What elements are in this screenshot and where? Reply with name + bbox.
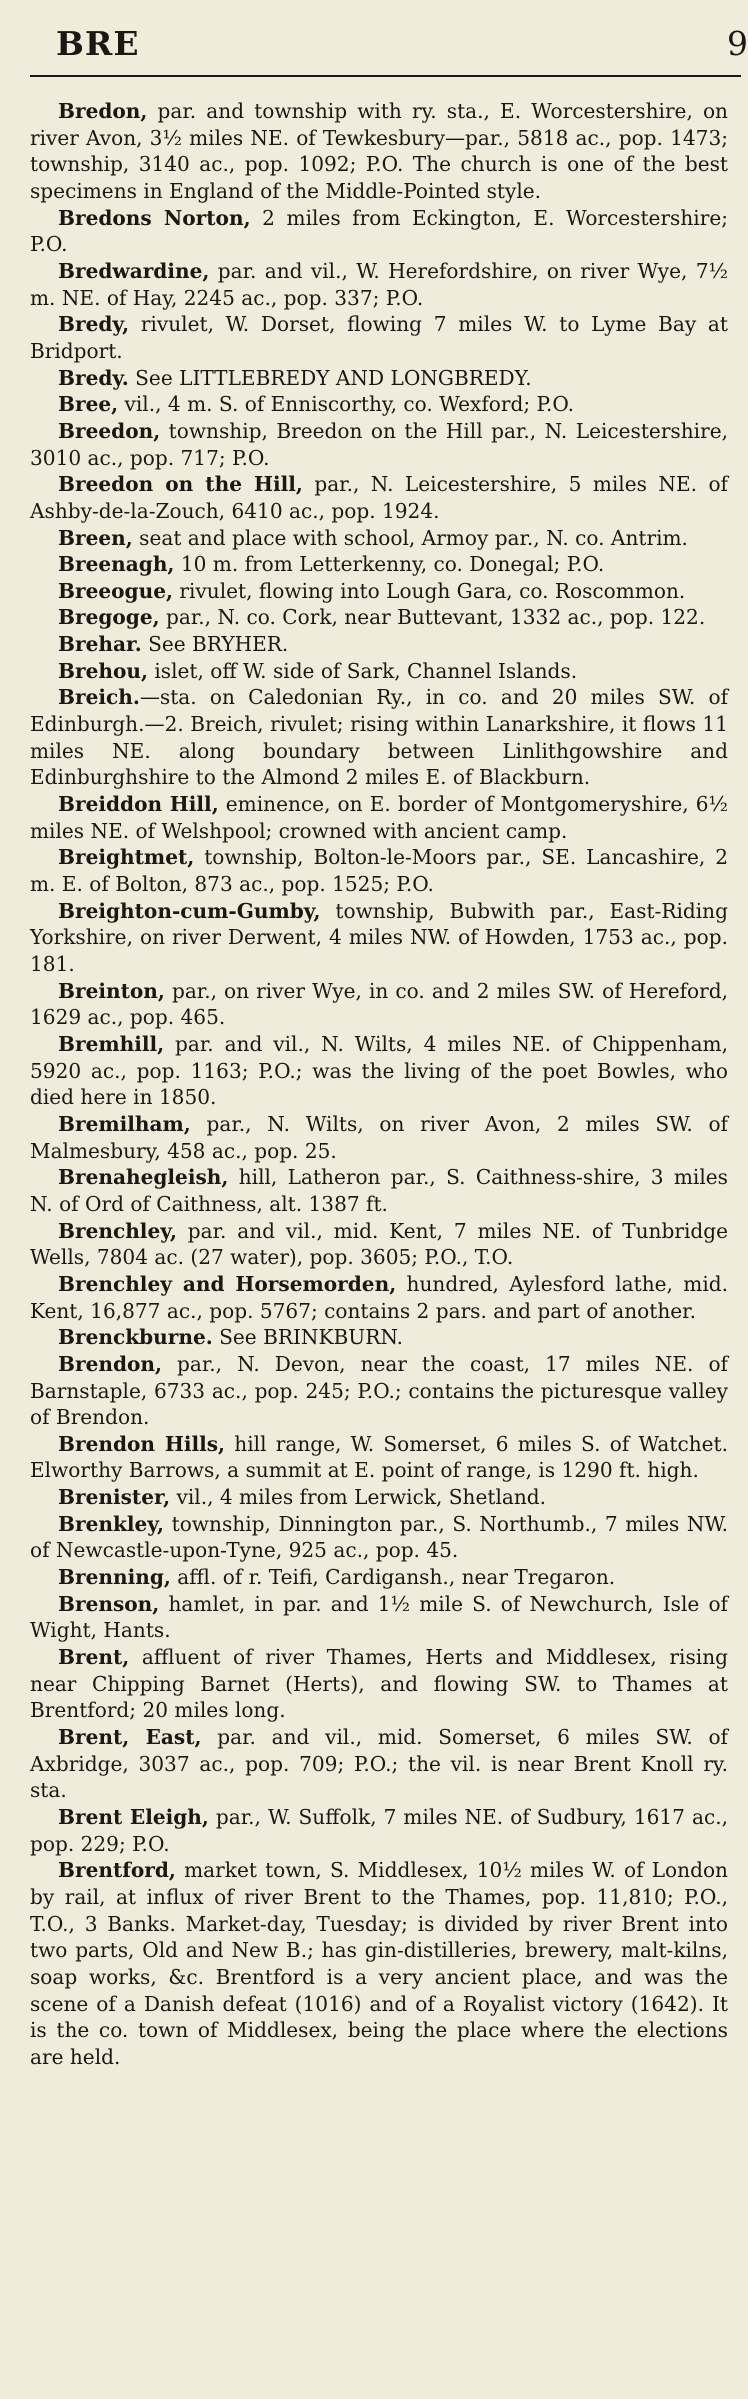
entry-headword: Brenchley, bbox=[58, 1218, 177, 1243]
gazetteer-entry bbox=[30, 1591, 728, 1644]
gazetteer-entry bbox=[30, 658, 728, 685]
entry-headword: Brenson, bbox=[58, 1591, 160, 1616]
entry-text: par. and township with ry. sta., E. Worcestershire, on river Avon, 3½ miles NE. of Tewkesbury—par., 5818 ac., pop. 1473; township, 3140 ac., pop. 1092; P.O. The church is one of the best specimens in England of the Middle-Pointed style. bbox=[30, 99, 728, 203]
entry-headword: Bredon, bbox=[58, 99, 148, 123]
entry-headword: Bregoge, bbox=[58, 605, 160, 630]
gazetteer-entry bbox=[30, 1804, 728, 1857]
entry-text: township, Bolton-le-Moors par., SE. Lancashire, 2 m. E. of Bolton, 873 ac., pop. 1525; P.O. bbox=[30, 845, 728, 897]
entry-text: islet, off W. side of Sark, Channel Islands. bbox=[147, 658, 578, 683]
entry-headword: Brenahegleish, bbox=[58, 1165, 229, 1190]
gazetteer-entry bbox=[30, 471, 728, 524]
entry-text: par. and vil., W. Herefordshire, on river Wye, 7½ m. NE. of Hay, 2245 ac., pop. 337; P.O. bbox=[30, 258, 728, 310]
gazetteer-entry bbox=[30, 578, 728, 605]
gazetteer-entry bbox=[30, 1484, 728, 1511]
entry-headword: Breinton, bbox=[58, 978, 165, 1003]
entry-headword: Breighton-cum-Gumby, bbox=[58, 898, 321, 923]
entry-text: par., on river Wye, in co. and 2 miles SW. of Hereford, 1629 ac., pop. 465. bbox=[30, 978, 728, 1030]
entry-headword: Brent, East, bbox=[58, 1725, 202, 1750]
entry-text: rivulet, flowing into Lough Gara, co. Roscommon. bbox=[172, 578, 686, 603]
gazetteer-entry bbox=[30, 1218, 728, 1271]
entry-text: hill range, W. Somerset, 6 miles S. of Watchet. Elworthy Barrows, a summit at E. point of range, is 1290 ft. high. bbox=[30, 1431, 728, 1483]
entry-list bbox=[30, 98, 728, 2071]
entry-headword: Brenister, bbox=[58, 1485, 171, 1510]
page-number: 9 bbox=[727, 24, 748, 63]
entry-text: See LITTLEBREDY AND LONGBREDY. bbox=[128, 365, 532, 390]
entry-text: See BRYHER. bbox=[141, 632, 289, 657]
entry-text: 2 miles from Eckington, E. Worcestershire; P.O. bbox=[30, 205, 729, 257]
entry-headword: Brehou, bbox=[58, 658, 148, 683]
gazetteer-entry bbox=[30, 525, 728, 552]
entry-text: par. and vil., mid. Somerset, 6 miles SW. of Axbridge, 3037 ac., pop. 709; P.O.; the vil. is near Brent Knoll ry. sta. bbox=[30, 1725, 728, 1803]
gazetteer-entry bbox=[30, 311, 728, 364]
entry-headword: Bredy. bbox=[58, 365, 129, 390]
gazetteer-entry bbox=[30, 205, 728, 258]
entry-text: vil., 4 m. S. of Enniscorthy, co. Wexford; P.O. bbox=[118, 392, 575, 417]
entry-headword: Bree, bbox=[58, 392, 119, 417]
entry-text: par., N. Wilts, on river Avon, 2 miles SW. of Malmesbury, 458 ac., pop. 25. bbox=[30, 1111, 728, 1163]
entry-text: hamlet, in par. and 1½ mile S. of Newchurch, Isle of Wight, Hants. bbox=[30, 1591, 728, 1643]
entry-text: par., N. Leicestershire, 5 miles NE. of Ashby-de-la-Zouch, 6410 ac., pop. 1924. bbox=[30, 472, 728, 523]
entry-headword: Brendon, bbox=[58, 1351, 163, 1376]
entry-headword: Bredy, bbox=[58, 312, 130, 337]
entry-headword: Brent, bbox=[58, 1645, 130, 1670]
entry-text: —sta. on Caledonian Ry., in co. and 20 miles SW. of Edinburgh.—2. Breich, rivulet; rising within Lanarkshire, it flows 11 miles NE. along boundary between Linlithgowshire and Edinburghshire to the Almond 2 miles E. of Blackburn. bbox=[30, 685, 728, 790]
entry-headword: Bremilham, bbox=[58, 1111, 191, 1136]
entry-text: 10 m. from Letterkenny, co. Donegal; P.O. bbox=[174, 552, 605, 577]
entry-headword: Brendon Hills, bbox=[58, 1431, 226, 1456]
entry-text: See BRINKBURN. bbox=[212, 1325, 404, 1350]
entry-headword: Breedon on the Hill, bbox=[58, 472, 303, 497]
running-head: BRE bbox=[56, 24, 140, 63]
entry-text: par., N. Devon, near the coast, 17 miles NE. of Barnstaple, 6733 ac., pop. 245; P.O.; contains the picturesque valley of Brendon. bbox=[30, 1351, 728, 1430]
entry-text: township, Dinnington par., S. Northumb., 7 miles NW. of Newcastle-upon-Tyne, 925 ac., pop. 45. bbox=[30, 1511, 728, 1563]
gazetteer-entry bbox=[30, 365, 728, 392]
gazetteer-entry bbox=[30, 844, 728, 897]
entry-headword: Brehar. bbox=[58, 632, 142, 657]
gazetteer-entry bbox=[30, 978, 728, 1031]
entry-text: seat and place with school, Armoy par., N. co. Antrim. bbox=[132, 525, 688, 550]
entry-text: par., W. Suffolk, 7 miles NE. of Sudbury, 1617 ac., pop. 229; P.O. bbox=[30, 1805, 728, 1856]
entry-headword: Breen, bbox=[58, 525, 133, 550]
gazetteer-entry bbox=[30, 1271, 728, 1324]
gazetteer-entry bbox=[30, 1351, 728, 1431]
entry-headword: Breightmet, bbox=[58, 845, 195, 870]
entry-text: affl. of r. Teifi, Cardigansh., near Tregaron. bbox=[170, 1565, 616, 1590]
page-header bbox=[56, 18, 748, 68]
header-rule bbox=[30, 75, 741, 77]
gazetteer-entry bbox=[30, 1724, 728, 1804]
gazetteer-entry bbox=[30, 551, 728, 578]
entry-headword: Bredwardine, bbox=[58, 258, 210, 283]
entry-text: eminence, on E. border of Montgomeryshire, 6½ miles NE. of Welshpool; crowned with ancient camp. bbox=[30, 792, 728, 843]
entry-headword: Breenagh, bbox=[58, 552, 175, 577]
gazetteer-entry bbox=[30, 898, 728, 978]
gazetteer-entry bbox=[30, 1031, 728, 1111]
entry-text: township, Breedon on the Hill par., N. Leicestershire, 3010 ac., pop. 717; P.O. bbox=[30, 418, 728, 470]
gazetteer-entry bbox=[30, 631, 728, 658]
gazetteer-entry bbox=[30, 1431, 728, 1484]
entry-headword: Breich. bbox=[58, 685, 140, 710]
gazetteer-entry bbox=[30, 1857, 728, 2070]
entry-text: affluent of river Thames, Herts and Middlesex, rising near Chipping Barnet (Herts), and flowing SW. to Thames at Brentford; 20 miles long. bbox=[30, 1645, 728, 1723]
entry-text: market town, S. Middlesex, 10½ miles W. of London by rail, at influx of river Brent to the Thames, pop. 11,810; P.O., T.O., 3 Banks. Market-day, Tuesday; is divided by river Brent into two parts, Old and New B.; has gin-distilleries, brewery, malt-kilns, soap works, &c. Brentford is a very ancient place, and was the scene of a Danish defeat (1016) and of a Royalist victory (1642). It is the co. town of Middlesex, being the place where the elections are held. bbox=[30, 1858, 728, 2069]
entry-text: township, Bubwith par., East-Riding Yorkshire, on river Derwent, 4 miles NW. of Howden, 1753 ac., pop. 181. bbox=[30, 898, 728, 976]
entry-headword: Breedon, bbox=[58, 418, 161, 443]
gazetteer-entry bbox=[30, 1324, 728, 1351]
entry-text: rivulet, W. Dorset, flowing 7 miles W. to Lyme Bay at Bridport. bbox=[30, 312, 728, 363]
gazetteer-entry bbox=[30, 98, 728, 205]
gazetteer-entry bbox=[30, 604, 728, 631]
gazetteer-entry bbox=[30, 1644, 728, 1724]
entry-text: par. and vil., mid. Kent, 7 miles NE. of Tunbridge Wells, 7804 ac. (27 water), pop. 3605; P.O., T.O. bbox=[30, 1218, 728, 1270]
entry-headword: Brentford, bbox=[58, 1858, 176, 1883]
entry-headword: Brenkley, bbox=[58, 1511, 165, 1536]
entry-text: hundred, Aylesford lathe, mid. Kent, 16,877 ac., pop. 5767; contains 2 pars. and part of another. bbox=[30, 1271, 728, 1323]
gazetteer-entry bbox=[30, 418, 728, 471]
entry-headword: Bremhill, bbox=[58, 1031, 165, 1056]
gazetteer-entry bbox=[30, 1564, 728, 1591]
gazetteer-entry bbox=[30, 1111, 728, 1164]
entry-text: vil., 4 miles from Lerwick, Shetland. bbox=[170, 1485, 547, 1510]
gazetteer-entry bbox=[30, 391, 728, 418]
gazetteer-entry bbox=[30, 258, 728, 311]
entry-text: hill, Latheron par., S. Caithness-shire, 3 miles N. of Ord of Caithness, alt. 1387 ft. bbox=[30, 1165, 728, 1216]
gazetteer-entry bbox=[30, 791, 728, 844]
entry-headword: Brenckburne. bbox=[58, 1325, 213, 1350]
gazetteer-entry bbox=[30, 1164, 728, 1217]
entry-text: par., N. co. Cork, near Buttevant, 1332 ac., pop. 122. bbox=[159, 605, 706, 630]
entry-headword: Brenning, bbox=[58, 1565, 171, 1590]
entry-headword: Breiddon Hill, bbox=[58, 792, 219, 817]
entry-headword: Brent Eleigh, bbox=[58, 1805, 209, 1829]
gazetteer-entry bbox=[30, 1511, 728, 1564]
gazetteer-entry bbox=[30, 684, 728, 791]
entry-headword: Brenchley and Horsemorden, bbox=[58, 1271, 397, 1296]
entry-headword: Bredons Norton, bbox=[58, 205, 251, 230]
entry-text: par. and vil., N. Wilts, 4 miles NE. of Chippenham, 5920 ac., pop. 1163; P.O.; was the living of the poet Bowles, who died here in 1850. bbox=[30, 1031, 728, 1110]
entry-headword: Breeogue, bbox=[58, 578, 173, 603]
